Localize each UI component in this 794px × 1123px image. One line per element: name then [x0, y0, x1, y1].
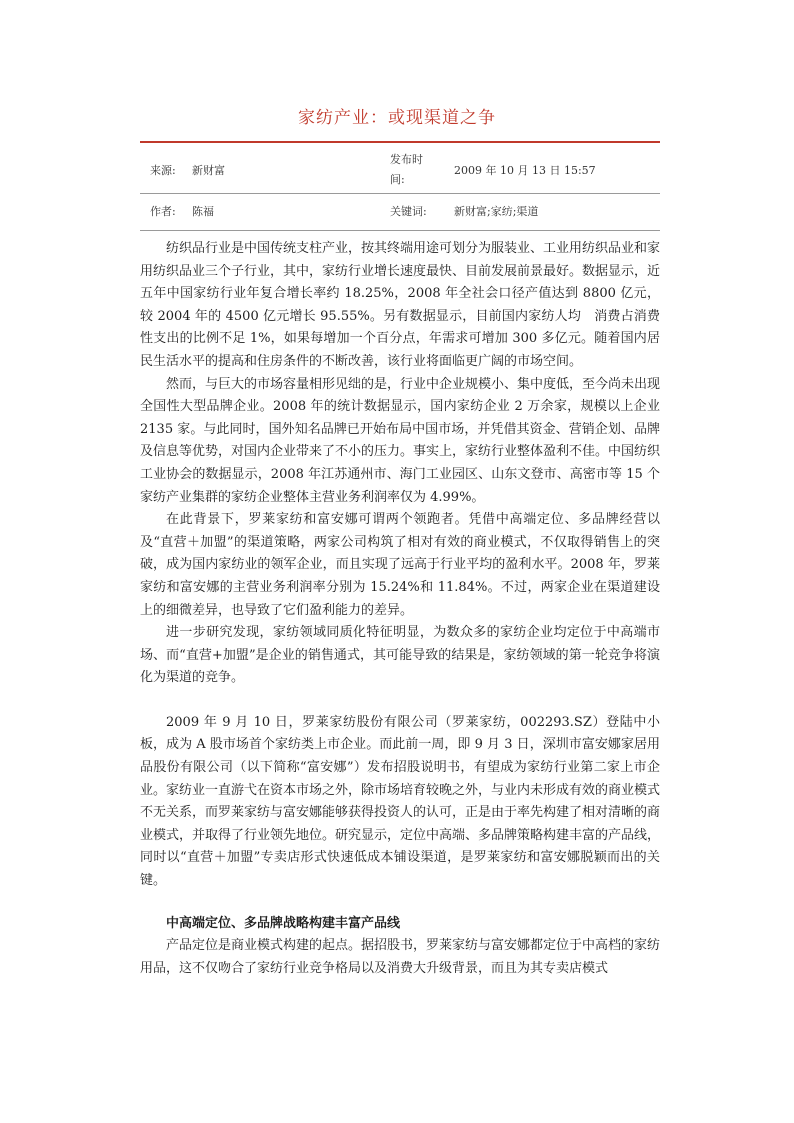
date-value: 2009 年 10 月 13 日 15:57	[454, 164, 596, 177]
meta-divider	[140, 193, 660, 194]
date-label: 发布时间:	[390, 153, 423, 186]
author-value: 陈福	[192, 205, 214, 218]
meta-bottom-divider	[140, 230, 660, 231]
paragraph-2: 然而，与巨大的市场容量相形见绌的是，行业中企业规模小、集中度低，至今尚未出现全国性大型品牌企业。2008 年的统计数据显示，国内家纺企业 2 万余家，规模以上企业 2135 家。与此同时，国外知名品牌已开始布局中国市场，并凭借其资金、营销企划、品牌及信息等优势，对国内企业带来了不小的压力。事实上，家纺行业整体盈利不佳。中国纺织工业协会的数据显示，2008 年江苏通州市、海门工业园区、山东文登市、高密市等 15 个家纺产业集群的家纺企业整体主营业务利润率仅为 4.99%。	[140, 376, 661, 505]
keywords-label: 关键词:	[390, 205, 427, 218]
source-value: 新财富	[192, 164, 225, 177]
keywords-value: 新财富;家纺;渠道	[454, 205, 539, 218]
paragraph-3: 在此背景下，罗莱家纺和富安娜可谓两个领跑者。凭借中高端定位、多品牌经营以及“直营＋加盟”的渠道策略，两家公司构筑了相对有效的商业模式，不仅取得销售上的突破，成为国内家纺业的领军企业，而且实现了远高于行业平均的盈利水平。2008 年，罗莱家纺和富安娜的主营业务利润率分别为 15.24%和 11.84%。不过，两家企业在渠道建设上的细微差异，也导致了它们盈利能力的差异。	[140, 512, 660, 618]
section-heading: 中高端定位、多品牌战略构建丰富产品线	[166, 915, 401, 931]
author-label: 作者:	[150, 205, 176, 218]
paragraph-4: 进一步研究发现，家纺领域同质化特征明显，为数众多的家纺企业均定位于中高端市场、而“直营+加盟”是企业的销售通式，其可能导致的结果是，家纺领域的第一轮竞争将演化为渠道的竞争。	[140, 625, 660, 686]
article-body	[140, 238, 660, 980]
paragraph-gap	[140, 690, 660, 712]
paragraph-1: 纺织品行业是中国传统支柱产业，按其终端用途可划分为服装业、工业用纺织品业和家用纺织品业三个子行业，其中，家纺行业增长速度最快、目前发展前景最好。数据显示，近五年中国家纺行业年复合增长率约 18.25%，2008 年全社会口径产值达到 8800 亿元，较 2004 年的 4500 亿元增长 95.55%。另有数据显示，目前国内家纺人均 消费占消费性支出的比例不足 1%，如果每增加一个百分点，年需求可增加 300 多亿元。随着国内居民生活水平的提高和住房条件的不断改善，该行业将面临更广阔的市场空间。	[140, 241, 661, 369]
source-label: 来源:	[150, 164, 176, 177]
paragraph-6: 产品定位是商业模式构建的起点。据招股书，罗莱家纺与富安娜都定位于中高档的家纺用品，这不仅吻合了家纺行业竞争格局以及消费大升级背景，而且为其专卖店模式	[140, 938, 661, 976]
paragraph-5: 2009 年 9 月 10 日，罗莱家纺股份有限公司（罗莱家纺，002293.SZ）登陆中小板，成为 A 股市场首个家纺类上市企业。而此前一周，即 9 月 3 日，深圳市富安娜家居用品股份有限公司（以下简称“富安娜”）发布招股说明书，有望成为家纺行业第二家上市企业。家纺业一直游弋在资本市场之外，除市场培育较晚之外，与业内未形成有效的商业模式不无关系，而罗莱家纺与富安娜能够获得投资人的认可，正是由于率先构建了相对清晰的商业模式，并取得了行业领先地位。研究显示，定位中高端、多品牌策略构建丰富的产品线，同时以“直营＋加盟”专卖店形式快速低成本铺设渠道，是罗莱家纺和富安娜脱颖而出的关键。	[140, 714, 661, 889]
article-title: 家纺产业：或现渠道之争	[298, 108, 496, 128]
title-divider	[140, 141, 660, 143]
